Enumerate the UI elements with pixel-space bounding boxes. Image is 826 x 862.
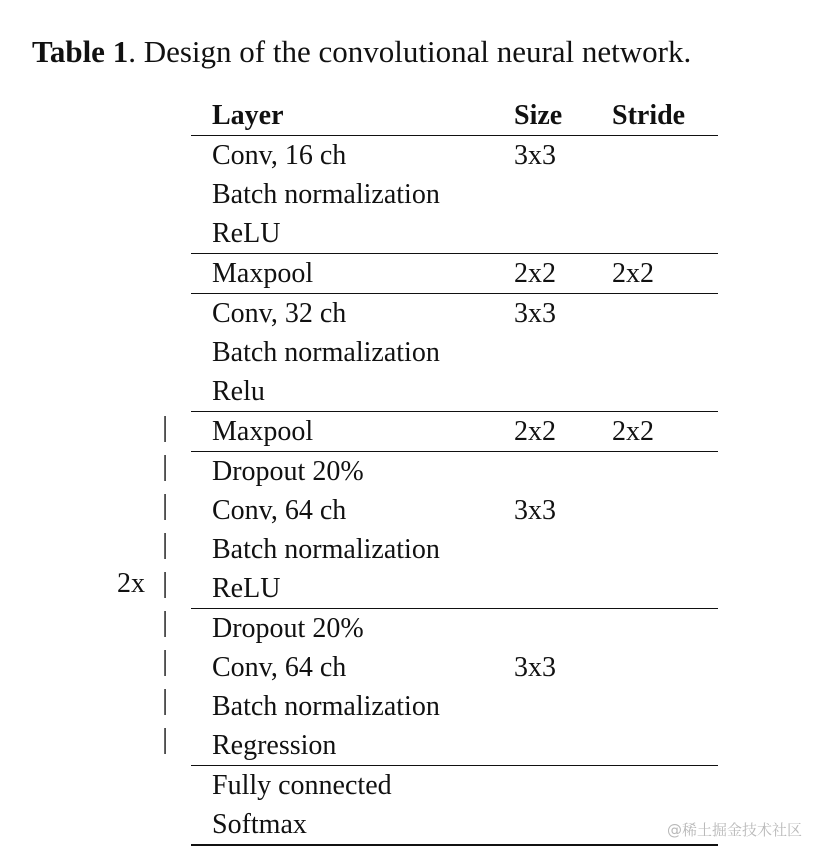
repeat-bracket-bar: |	[162, 646, 168, 677]
table-header-row	[191, 97, 718, 135]
table-row	[191, 569, 718, 608]
table-row	[191, 214, 718, 253]
table-row	[191, 136, 718, 175]
header-stride: Stride	[612, 100, 686, 131]
table-row	[191, 333, 718, 372]
repeat-bracket-bar: |	[162, 451, 168, 482]
cell-size: 3x3	[514, 298, 556, 329]
watermark: @稀土掘金技术社区	[666, 821, 802, 839]
repeat-bracket-bar: |	[162, 724, 168, 755]
cell-size: 2x2	[514, 258, 556, 289]
header-layer: Layer	[212, 100, 284, 131]
cell-layer: ReLU	[212, 218, 281, 249]
table-body	[191, 135, 718, 846]
table-row	[191, 372, 718, 411]
cell-layer: Conv, 64 ch	[212, 652, 347, 683]
cell-layer: ReLU	[212, 573, 281, 604]
cell-layer: Conv, 64 ch	[212, 495, 347, 526]
cell-layer: Relu	[212, 376, 265, 407]
table-row	[191, 687, 718, 726]
table-row	[191, 530, 718, 569]
cell-layer: Dropout 20%	[212, 613, 364, 644]
table-row	[191, 648, 718, 687]
cell-stride: 2x2	[612, 258, 654, 289]
repeat-bracket-bar: |	[162, 412, 168, 443]
table-row	[191, 491, 718, 530]
repeat-count-label: 2x	[117, 568, 145, 599]
cell-layer: Conv, 32 ch	[212, 298, 347, 329]
table-row	[191, 175, 718, 214]
table-row	[191, 609, 718, 648]
cell-layer: Dropout 20%	[212, 456, 364, 487]
table-row	[191, 412, 718, 451]
cell-size: 2x2	[514, 416, 556, 447]
table-row	[191, 726, 718, 765]
table-row	[191, 805, 718, 844]
header-size: Size	[514, 100, 563, 131]
cell-size: 3x3	[514, 495, 556, 526]
repeat-bracket-bar: |	[162, 490, 168, 521]
cell-layer: Maxpool	[212, 258, 314, 289]
repeat-bracket-bar: |	[162, 529, 168, 560]
cell-layer: Batch normalization	[212, 691, 440, 722]
repeat-bracket-bar: |	[162, 685, 168, 716]
cell-stride: 2x2	[612, 416, 654, 447]
cell-layer: Fully connected	[212, 770, 392, 801]
cell-layer: Softmax	[212, 809, 307, 840]
network-design-table	[191, 97, 718, 846]
cell-layer: Maxpool	[212, 416, 314, 447]
table-row	[191, 254, 718, 293]
caption-label: Table 1	[32, 34, 129, 69]
cell-size: 3x3	[514, 652, 556, 683]
table-bottom-rule	[191, 844, 718, 846]
repeat-bracket-bar: |	[162, 607, 168, 638]
cell-size: 3x3	[514, 140, 556, 171]
cell-layer: Regression	[212, 730, 337, 761]
cell-layer: Batch normalization	[212, 337, 440, 368]
table-caption	[32, 32, 812, 72]
cell-layer: Batch normalization	[212, 179, 440, 210]
caption-text: . Design of the convolutional neural network.	[128, 34, 692, 69]
cell-layer: Batch normalization	[212, 534, 440, 565]
table-row	[191, 294, 718, 333]
table-row	[191, 452, 718, 491]
table-row	[191, 766, 718, 805]
cell-layer: Conv, 16 ch	[212, 140, 347, 171]
repeat-bracket-bar: |	[162, 568, 168, 599]
